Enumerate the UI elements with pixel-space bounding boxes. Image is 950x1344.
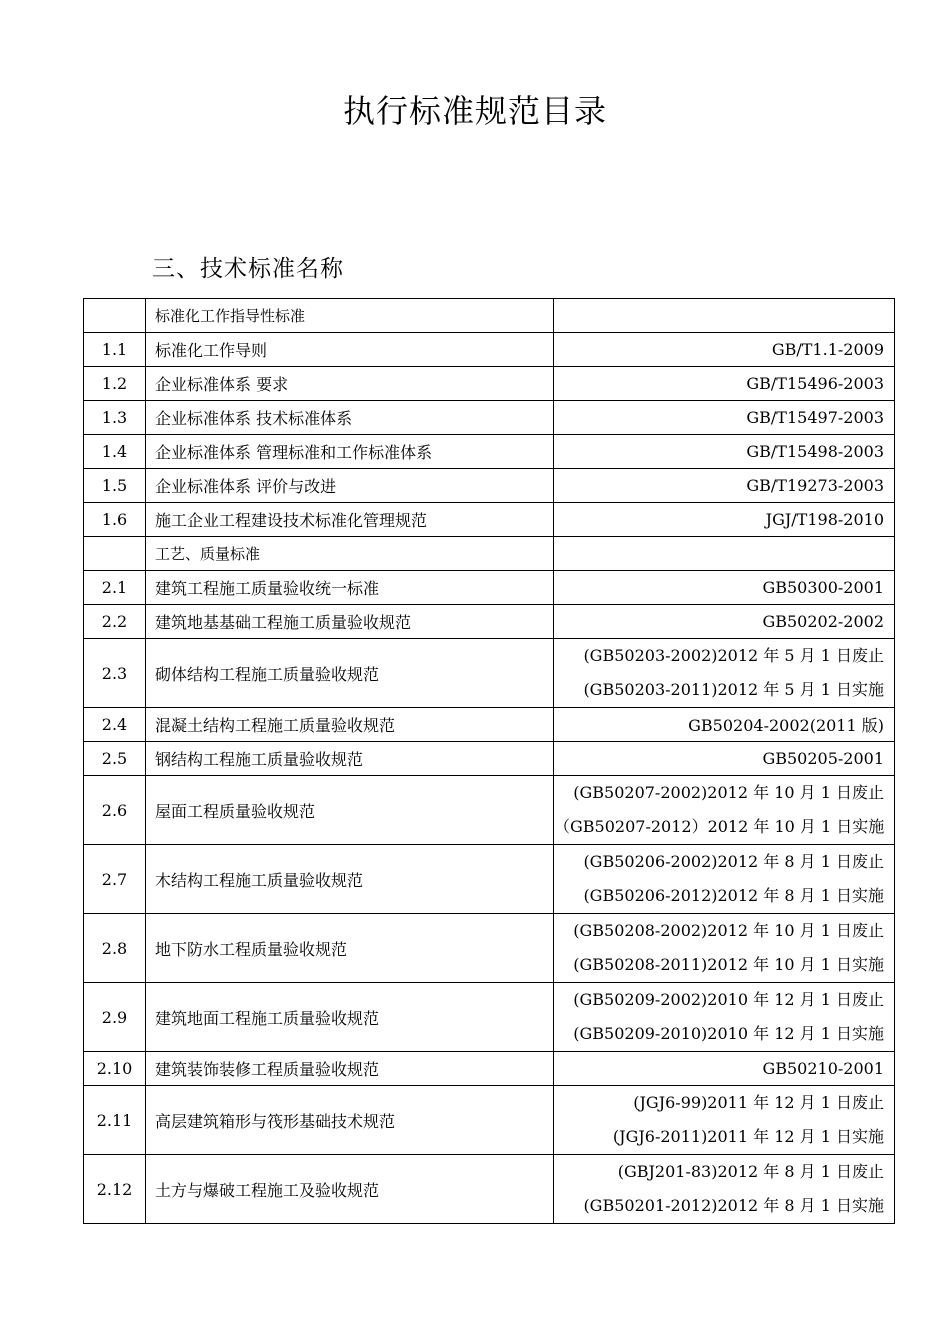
standard-code: GB50204-2002(2011 版)	[688, 716, 884, 735]
standard-code: (GB50206-2012)2012 年 8 月 1 日实施	[583, 886, 884, 905]
item-number: 2.1	[84, 571, 146, 605]
page-title: 执行标准规范目录	[342, 92, 607, 130]
standards-table-body	[84, 299, 895, 1224]
item-number: 1.2	[84, 367, 146, 401]
table-row	[84, 983, 895, 1052]
standard-code: GB/T19273-2003	[746, 476, 884, 495]
standard-name: 砌体结构工程施工质量验收规范	[146, 639, 554, 708]
standard-name: 企业标准体系 技术标准体系	[146, 401, 554, 435]
standard-code: (GB50203-2002)2012 年 5 月 1 日废止	[583, 646, 884, 665]
standard-code: (GB50209-2002)2010 年 12 月 1 日废止	[573, 990, 884, 1009]
standard-name: 企业标准体系 管理标准和工作标准体系	[146, 435, 554, 469]
standard-code-cell	[554, 776, 895, 845]
standard-name: 建筑地面工程施工质量验收规范	[146, 983, 554, 1052]
item-number	[84, 299, 146, 333]
item-number: 2.12	[84, 1155, 146, 1224]
standard-code-cell	[554, 1052, 895, 1086]
standard-code-cell	[554, 571, 895, 605]
item-number: 2.10	[84, 1052, 146, 1086]
item-number: 2.11	[84, 1086, 146, 1155]
standard-code: (GB50206-2002)2012 年 8 月 1 日废止	[583, 852, 884, 871]
item-number: 1.4	[84, 435, 146, 469]
standard-name: 土方与爆破工程施工及验收规范	[146, 1155, 554, 1224]
group-heading: 工艺、质量标准	[146, 537, 554, 571]
standard-name: 钢结构工程施工质量验收规范	[146, 742, 554, 776]
standard-code: GB50202-2002	[762, 612, 884, 631]
table-group-row	[84, 299, 895, 333]
standard-code: JGJ/T198-2010	[765, 510, 884, 529]
standard-code-cell	[554, 367, 895, 401]
standard-code-cell	[554, 1155, 895, 1224]
standard-code-cell	[554, 708, 895, 742]
standard-code: (GB50208-2011)2012 年 10 月 1 日实施	[573, 955, 884, 974]
item-number: 2.9	[84, 983, 146, 1052]
standard-code: GB/T15496-2003	[746, 374, 884, 393]
standard-name: 企业标准体系 评价与改进	[146, 469, 554, 503]
standard-name: 建筑工程施工质量验收统一标准	[146, 571, 554, 605]
standard-code: (GB50203-2011)2012 年 5 月 1 日实施	[583, 680, 884, 699]
table-row	[84, 1155, 895, 1224]
table-row	[84, 435, 895, 469]
item-number: 2.6	[84, 776, 146, 845]
item-number: 2.8	[84, 914, 146, 983]
standard-code-cell	[554, 435, 895, 469]
item-number: 2.5	[84, 742, 146, 776]
item-number: 2.4	[84, 708, 146, 742]
table-row	[84, 469, 895, 503]
table-row	[84, 367, 895, 401]
standard-code-cell	[554, 639, 895, 708]
standard-code: (GB50207-2002)2012 年 10 月 1 日废止	[573, 783, 884, 802]
table-row	[84, 1086, 895, 1155]
item-number: 2.2	[84, 605, 146, 639]
item-number: 2.7	[84, 845, 146, 914]
standard-code: （GB50207-2012）2012 年 10 月 1 日实施	[554, 817, 885, 836]
table-row	[84, 845, 895, 914]
item-number: 1.1	[84, 333, 146, 367]
standard-code-cell	[554, 469, 895, 503]
standard-name: 施工企业工程建设技术标准化管理规范	[146, 503, 554, 537]
item-number: 1.5	[84, 469, 146, 503]
standard-code-cell	[554, 333, 895, 367]
standard-code-cell	[554, 914, 895, 983]
standard-name: 建筑地基基础工程施工质量验收规范	[146, 605, 554, 639]
standard-code: (JGJ6-99)2011 年 12 月 1 日废止	[633, 1093, 884, 1112]
standard-name: 屋面工程质量验收规范	[146, 776, 554, 845]
table-row	[84, 776, 895, 845]
table-row	[84, 708, 895, 742]
standard-code: (GB50201-2012)2012 年 8 月 1 日实施	[583, 1196, 884, 1215]
table-row	[84, 1052, 895, 1086]
standard-code-cell	[554, 742, 895, 776]
table-row	[84, 742, 895, 776]
table-row	[84, 639, 895, 708]
standard-code: GB/T15497-2003	[746, 408, 884, 427]
standard-code-cell	[554, 605, 895, 639]
standard-code: (GB50208-2002)2012 年 10 月 1 日废止	[573, 921, 884, 940]
standard-name: 高层建筑箱形与筏形基础技术规范	[146, 1086, 554, 1155]
standard-name: 木结构工程施工质量验收规范	[146, 845, 554, 914]
standard-code: (GBJ201-83)2012 年 8 月 1 日废止	[617, 1162, 884, 1181]
standard-code-cell	[554, 1086, 895, 1155]
standard-code: GB50210-2001	[762, 1059, 884, 1078]
standard-code-cell	[554, 537, 895, 571]
standard-name: 企业标准体系 要求	[146, 367, 554, 401]
table-row	[84, 401, 895, 435]
standard-code: (JGJ6-2011)2011 年 12 月 1 日实施	[612, 1127, 884, 1146]
item-number: 1.3	[84, 401, 146, 435]
item-number: 1.6	[84, 503, 146, 537]
table-row	[84, 571, 895, 605]
table-row	[84, 503, 895, 537]
item-number	[84, 537, 146, 571]
item-number: 2.3	[84, 639, 146, 708]
standard-name: 建筑装饰装修工程质量验收规范	[146, 1052, 554, 1086]
standard-name: 地下防水工程质量验收规范	[146, 914, 554, 983]
standard-code: (GB50209-2010)2010 年 12 月 1 日实施	[573, 1024, 884, 1043]
table-row	[84, 914, 895, 983]
table-row	[84, 333, 895, 367]
standard-code-cell	[554, 503, 895, 537]
group-heading: 标准化工作指导性标准	[146, 299, 554, 333]
standard-code-cell	[554, 983, 895, 1052]
table-row	[84, 605, 895, 639]
standard-code-cell	[554, 845, 895, 914]
table-group-row	[84, 537, 895, 571]
standard-code-cell	[554, 299, 895, 333]
standard-code: GB50205-2001	[762, 749, 884, 768]
section-heading: 三、技术标准名称	[152, 256, 344, 282]
standard-name: 混凝土结构工程施工质量验收规范	[146, 708, 554, 742]
standard-code-cell	[554, 401, 895, 435]
standard-code: GB/T1.1-2009	[771, 340, 884, 359]
standard-name: 标准化工作导则	[146, 333, 554, 367]
standard-code: GB/T15498-2003	[746, 442, 884, 461]
standard-code: GB50300-2001	[762, 578, 884, 597]
standards-table	[83, 298, 895, 1224]
